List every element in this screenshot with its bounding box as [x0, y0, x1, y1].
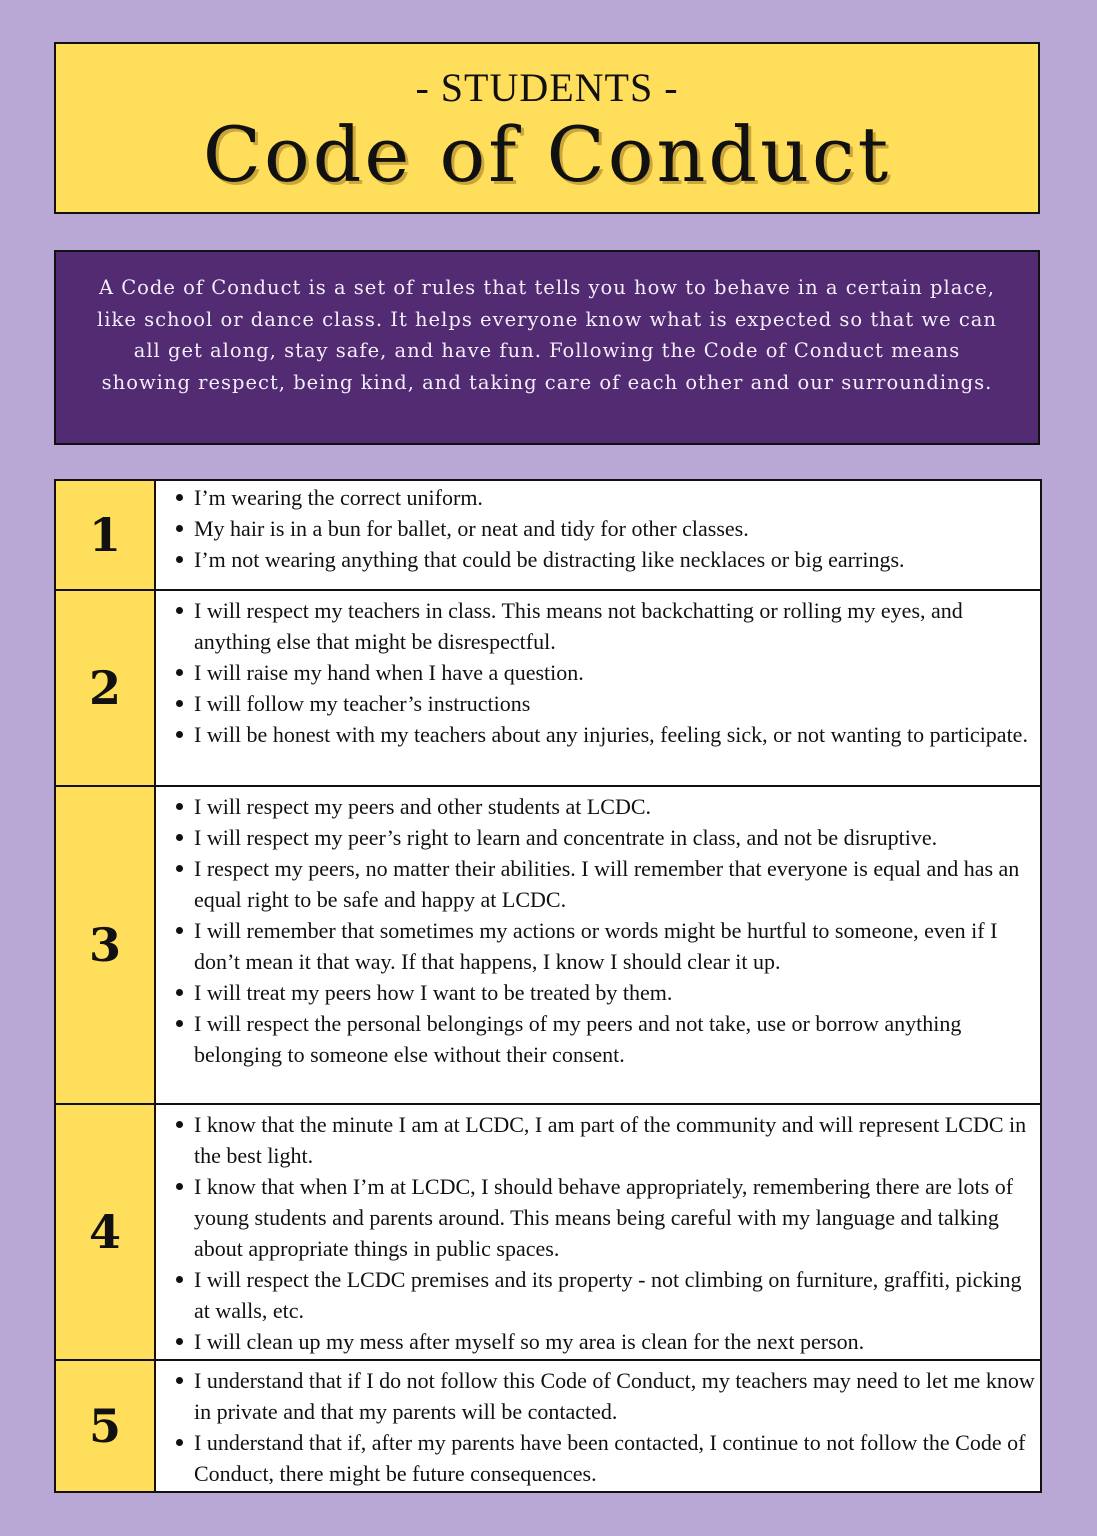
list-item: I will be honest with my teachers about any injuries, feeling sick, or not wanting to participate.	[172, 719, 1036, 750]
section-items	[156, 591, 1040, 785]
rule-section-5	[56, 1359, 1040, 1491]
list-item: I will clean up my mess after myself so my area is clean for the next person.	[172, 1326, 1036, 1357]
rule-list	[172, 1109, 1036, 1357]
section-number: 3	[56, 787, 156, 1103]
rule-list	[172, 595, 1036, 750]
section-items	[156, 1361, 1040, 1491]
rule-section-4	[56, 1103, 1040, 1359]
list-item: I understand that if I do not follow this Code of Conduct, my teachers may need to let me know in private and that my parents will be contacted.	[172, 1365, 1036, 1427]
title-banner	[54, 42, 1040, 214]
section-items	[156, 787, 1040, 1103]
page-subtitle: - STUDENTS -	[415, 65, 679, 110]
list-item: I understand that if, after my parents have been contacted, I continue to not follow the Code of Conduct, there might be future consequences.	[172, 1427, 1036, 1489]
list-item: I will respect my peer’s right to learn and concentrate in class, and not be disruptive.	[172, 822, 1036, 853]
section-number: 1	[56, 481, 156, 589]
rules-table	[54, 479, 1042, 1493]
rule-section-2	[56, 589, 1040, 785]
list-item: I know that the minute I am at LCDC, I am part of the community and will represent LCDC in the best light.	[172, 1109, 1036, 1171]
intro-text: A Code of Conduct is a set of rules that tells you how to behave in a certain place, like school or dance class. It helps everyone know what is expected so that we can all get along, stay safe, and have fun. Following the Code of Conduct means showing respect, being kind, and taking care of each other and our surroundings.	[97, 276, 997, 394]
rule-section-3	[56, 785, 1040, 1103]
rule-list	[172, 1365, 1036, 1489]
list-item: I will respect my teachers in class. This means not backchatting or rolling my eyes, and anything else that might be disrespectful.	[172, 595, 1036, 657]
list-item: I will remember that sometimes my actions or words might be hurtful to someone, even if I don’t mean it that way. If that happens, I know I should clear it up.	[172, 915, 1036, 977]
rule-list	[172, 791, 1036, 1070]
list-item: I will treat my peers how I want to be treated by them.	[172, 977, 1036, 1008]
section-items	[156, 1105, 1040, 1359]
page-title: Code of Conduct	[202, 110, 892, 199]
list-item: My hair is in a bun for ballet, or neat and tidy for other classes.	[172, 513, 1036, 544]
list-item: I will respect the LCDC premises and its property - not climbing on furniture, graffiti, picking at walls, etc.	[172, 1264, 1036, 1326]
list-item: I know that when I’m at LCDC, I should behave appropriately, remembering there are lots of young students and parents around. This means being careful with my language and talking about appropriate things in public spaces.	[172, 1171, 1036, 1264]
intro-panel	[54, 250, 1040, 445]
section-number: 5	[56, 1361, 156, 1491]
rule-section-1	[56, 481, 1040, 589]
section-number: 2	[56, 591, 156, 785]
list-item: I will respect my peers and other students at LCDC.	[172, 791, 1036, 822]
section-number: 4	[56, 1105, 156, 1359]
rule-list	[172, 482, 1036, 575]
section-items	[156, 481, 1040, 589]
list-item: I will respect the personal belongings of my peers and not take, use or borrow anything belonging to someone else without their consent.	[172, 1008, 1036, 1070]
list-item: I’m wearing the correct uniform.	[172, 482, 1036, 513]
list-item: I respect my peers, no matter their abilities. I will remember that everyone is equal and has an equal right to be safe and happy at LCDC.	[172, 853, 1036, 915]
list-item: I will raise my hand when I have a question.	[172, 657, 1036, 688]
list-item: I will follow my teacher’s instructions	[172, 688, 1036, 719]
list-item: I’m not wearing anything that could be distracting like necklaces or big earrings.	[172, 544, 1036, 575]
